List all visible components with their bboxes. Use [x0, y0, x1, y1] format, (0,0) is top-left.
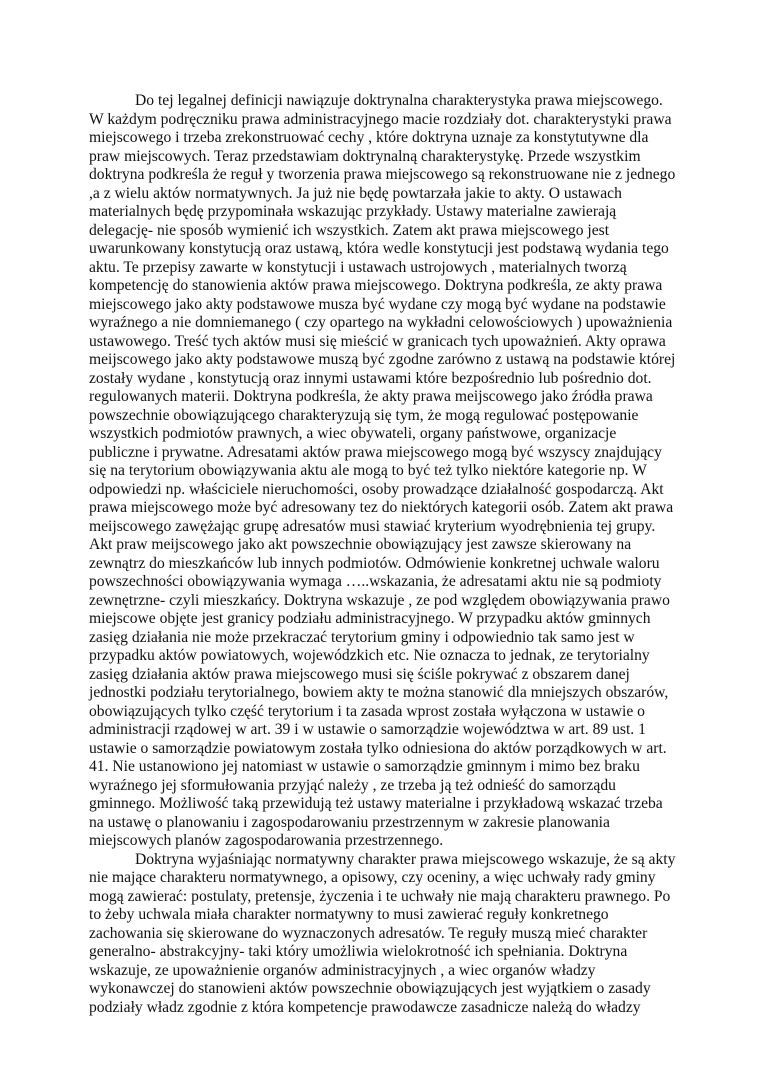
- paragraph-2-line: zachowania się skierowane do wyznaczonych adresatów. Te reguły muszą mieć charakter: [89, 924, 648, 942]
- paragraph-1-line: zostały wydane , konstytucją oraz innymi ustawami które bezpośrednio lub pośrednio dot.: [89, 369, 652, 387]
- paragraph-1-line: zasięg działania aktów prawa miejscowego musi się ściśle pokrywać z obszarem danej: [89, 665, 630, 683]
- paragraph-1-line: Akt praw meijscowego jako akt powszechnie obowiązujący jest zawsze skierowany na: [89, 536, 632, 553]
- paragraph-1-line: powszechnie obowiązującego charakteryzują się tym, że mogą regulować postępowanie: [89, 406, 639, 424]
- paragraph-1-line: praw miejscowych. Teraz przedstawiam doktrynalną charakterystykę. Przede wszystkim: [89, 147, 641, 165]
- paragraph-1-line: obowiązujących tylko część terytorium i ta zasada wprost została wyłączona w ustawie o: [89, 702, 645, 720]
- paragraph-1-line: uwarunkowany konstytucją oraz ustawą, która wedle konstytucji jest podstawą wydania tego: [89, 240, 669, 257]
- paragraph-1-line: zasięg działania nie może przekraczać terytorium gminy i odpowiednio tak samo jest w: [89, 628, 635, 646]
- paragraph-1-line: aktu. Te przepisy zawarte w konstytucji i ustawach ustrojowych , materialnych tworzą: [89, 258, 627, 276]
- paragraph-1-line: ,a z wielu aktów normatywnych. Ja już nie będę powtarzała jakie to akty. O ustawach: [89, 184, 622, 202]
- paragraph-1-line: odpowiedzi np. właściciele nieruchomości, osoby prowadzące działalność gospodarczą. Akt: [89, 480, 664, 498]
- paragraph-1-line: wyraźnego a nie domniemanego ( czy opartego na wykładni celowościowych ) upoważnienia: [89, 314, 673, 331]
- paragraph-2-line: wykonawczej do stanowieni aktów powszechnie obowiązujących jest wyjątkiem o zasady: [89, 980, 651, 997]
- paragraph-1-line: miejscowych planów zagospodarowania przestrzennego.: [89, 832, 444, 849]
- paragraph-1-line: doktryna podkreśla że reguł y tworzenia prawa miejscowego są rekonstruowane nie z jednego: [89, 166, 676, 183]
- paragraph-1-line: przypadku aktów powiatowych, wojewódzkich etc. Nie oznacza to jednak, ze terytorialny: [89, 647, 650, 664]
- document-body: [89, 92, 679, 1017]
- paragraph-1-line: administracji rządowej w art. 39 i w ustawie o samorządzie województwa w art. 89 ust. 1: [89, 721, 646, 738]
- paragraph-2-line: podziały władz zgodnie z która kompetencje prawodawcze zasadnicze należą do władzy: [89, 998, 641, 1016]
- paragraph-1-line: zewnątrz do mieszkańców lub innych podmiotów. Odmówienie konkretnej uchwale waloru: [89, 554, 660, 572]
- paragraph-1-line: ustawie o samorządzie powiatowym została tylko odniesiona do aktów porządkowych w art.: [89, 739, 667, 757]
- paragraph-1-line: powszechności obowiązywania wymaga …..wskazania, że adresatami aktu nie są podmioty: [89, 573, 662, 590]
- paragraph-1-line: kompetencję do stanowienia aktów prawa miejscowego. Doktryna podkreśla, ze akty prawa: [89, 277, 663, 294]
- paragraph-1-line: miejscowego jako akty podstawowe musza być wydane czy mogą być wydane na podstawie: [89, 295, 666, 313]
- paragraph-1-line: W każdym podręczniku prawa administracyjnego macie rozdziały dot. charakterystyki prawa: [89, 110, 672, 128]
- paragraph-1-line: jednostki podziału terytorialnego, bowiem akty te można stanowić dla mniejszych obszarów,: [89, 684, 669, 701]
- paragraph-1-line: zewnętrzne- czyli mieszkańcy. Doktryna wskazuje , ze pod względem obowiązywania prawo: [89, 591, 670, 609]
- paragraph-1-line: regulowanych materii. Doktryna podkreśla, że akty prawa meijscowego jako źródła prawa: [89, 388, 653, 405]
- paragraph-1-line: 41. Nie ustanowiono jej natomiast w ustawie o samorządzie gminnym i mimo bez braku: [89, 758, 640, 775]
- paragraph-1-line: na ustawę o planowaniu i zagospodarowaniu przestrzennym w zakresie planowania: [89, 813, 610, 831]
- paragraph-1-line: miejscowego i trzeba zrekonstruować cechy , które doktryna uznaje za konstytutywne dla: [89, 129, 649, 146]
- paragraph-1-line: miejscowe objęte jest granicy podziału administracyjnego. W przypadku aktów gminnych: [89, 610, 651, 627]
- paragraph-1-line: wszystkich podmiotów prawnych, a wiec obywateli, organy państwowe, organizacje: [89, 425, 617, 442]
- paragraph-1-line: meijscowego zawężając grupę adresatów musi stawiać kryterium wyodrębnienia tej grupy.: [89, 517, 656, 535]
- paragraph-1-line: ustawowego. Treść tych aktów musi się mieścić w granicach tych upoważnień. Akty oprawa: [89, 332, 666, 350]
- paragraph-2-line: generalno- abstrakcyjny- taki który umożliwia wielokrotność ich spełniania. Doktryna: [89, 943, 628, 960]
- paragraph-2-line: Doktryna wyjaśniając normatywny charakter prawa miejscowego wskazuje, że są akty: [135, 850, 676, 868]
- paragraph-1-line: materialnych będę przypominała wskazując przykłady. Ustawy materialne zawierają: [89, 203, 617, 220]
- paragraph-1-line: prawa miejscowego może być adresowany tez do niektórych kategorii osób. Zatem akt prawa: [89, 499, 674, 516]
- paragraph-1-line: publiczne i prywatne. Adresatami aktów prawa miejscowego mogą być wszyscy znajdujący: [89, 443, 662, 461]
- paragraph-1-line: wyraźnego jej sformułowania przyjąć należy , ze trzeba ją też odnieść do samorządu: [89, 776, 616, 794]
- paragraph-1-line: Do tej legalnej definicji nawiązuje doktrynalna charakterystyka prawa miejscowego.: [135, 92, 663, 109]
- paragraph-1-line: meijscowego jako akty podstawowe muszą być zgodne zarówno z ustawą na podstawie której: [89, 351, 676, 368]
- paragraph-1-line: się na terytorium obowiązywania aktu ale mogą to być też tylko niektóre kategorie np. W: [89, 462, 647, 479]
- paragraph-1-line: delegację- nie sposób wymienić ich wszystkich. Zatem akt prawa miejscowego jest: [89, 221, 610, 239]
- paragraph-2-line: to żeby uchwala miała charakter normatywny to musi zawierać reguły konkretnego: [89, 906, 609, 923]
- paragraph-2-line: mogą zawierać: postulaty, pretensje, życzenia i te uchwały nie mają charakteru prawnego. Po: [89, 887, 671, 905]
- paragraph-1-line: gminnego. Możliwość taką przewidują też ustawy materialne i przykładową wskazać trzeba: [89, 795, 663, 812]
- paragraph-2-line: wskazuje, ze upoważnienie organów administracyjnych , a wiec organów władzy: [89, 961, 596, 979]
- paragraph-2-line: nie mające charakteru normatywnego, a opisowy, czy oceniny, a więc uchwały rady gminy: [89, 869, 656, 886]
